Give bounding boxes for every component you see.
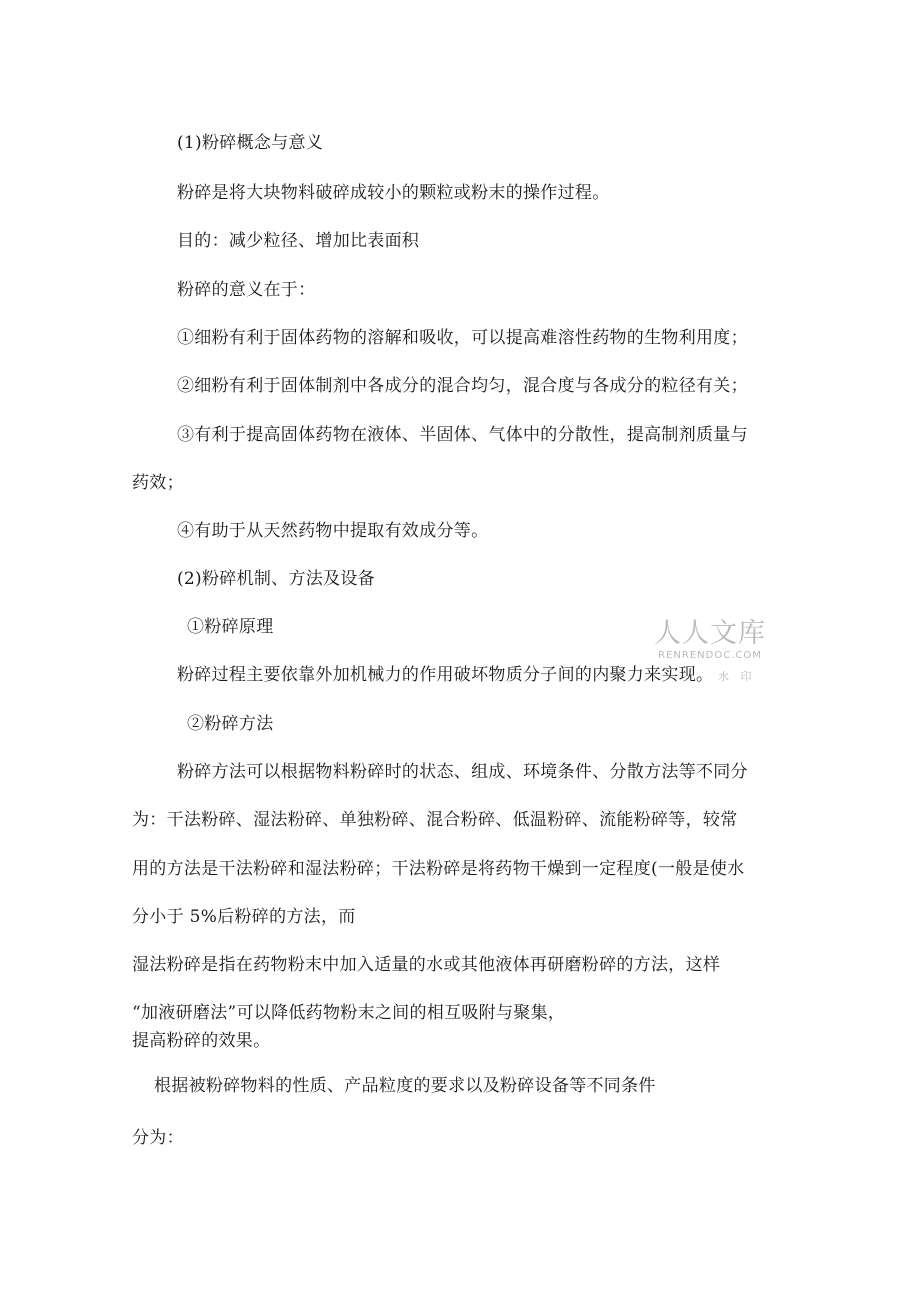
watermark-logo bbox=[645, 618, 775, 662]
paragraph-line: 分小于 5%后粉碎的方法，而 bbox=[132, 907, 356, 927]
watermark-url: RENRENDOC.COM bbox=[658, 650, 762, 661]
watermark-tag: 水 印 bbox=[718, 670, 756, 683]
list-item-continuation: 药效； bbox=[132, 473, 184, 493]
paragraph-line: “加液研磨法”可以降低药物粉末之间的相互吸附与聚集， bbox=[132, 1003, 566, 1023]
paragraph-line: 湿法粉碎是指在药物粉末中加入适量的水或其他液体再研磨粉碎的方法，这样 bbox=[132, 955, 721, 975]
paragraph-line: 粉碎的意义在于： bbox=[177, 280, 316, 300]
list-item: ①细粉有利于固体药物的溶解和吸收，可以提高难溶性药物的生物利用度； bbox=[177, 328, 748, 348]
paragraph-line: 为：干法粉碎、湿法粉碎、单独粉碎、混合粉碎、低温粉碎、流能粉碎等，较常 bbox=[132, 810, 738, 830]
section-heading-1: (1)粉碎概念与意义 bbox=[177, 133, 324, 153]
list-item: ②细粉有利于固体制剂中各成分的混合均匀，混合度与各成分的粒径有关； bbox=[177, 376, 748, 396]
section-heading-2: (2)粉碎机制、方法及设备 bbox=[177, 569, 375, 589]
watermark-main-text: 人人文库 bbox=[654, 618, 766, 649]
paragraph-line: 粉碎方法可以根据物料粉碎时的状态、组成、环境条件、分散方法等不同分 bbox=[177, 762, 748, 782]
paragraph-line: 用的方法是干法粉碎和湿法粉碎；干法粉碎是将药物干燥到一定程度(一般是使水 bbox=[132, 859, 745, 879]
paragraph-line: 目的：减少粒径、增加比表面积 bbox=[177, 231, 420, 251]
paragraph-line: 根据被粉碎物料的性质、产品粒度的要求以及粉碎设备等不同条件 bbox=[154, 1076, 656, 1096]
paragraph-line: 提高粉碎的效果。 bbox=[132, 1031, 271, 1051]
subheading: ①粉碎原理 bbox=[187, 617, 274, 637]
list-item: ④有助于从天然药物中提取有效成分等。 bbox=[177, 521, 489, 541]
subheading: ②粉碎方法 bbox=[187, 714, 274, 734]
paragraph-line: 分为： bbox=[132, 1128, 184, 1148]
paragraph-line: 粉碎过程主要依靠外加机械力的作用破坏物质分子间的内聚力来实现。 bbox=[177, 665, 714, 685]
paragraph-line: 粉碎是将大块物料破碎成较小的颗粒或粉末的操作过程。 bbox=[177, 183, 610, 203]
list-item: ③有利于提高固体药物在液体、半固体、气体中的分散性，提高制剂质量与 bbox=[177, 425, 748, 445]
